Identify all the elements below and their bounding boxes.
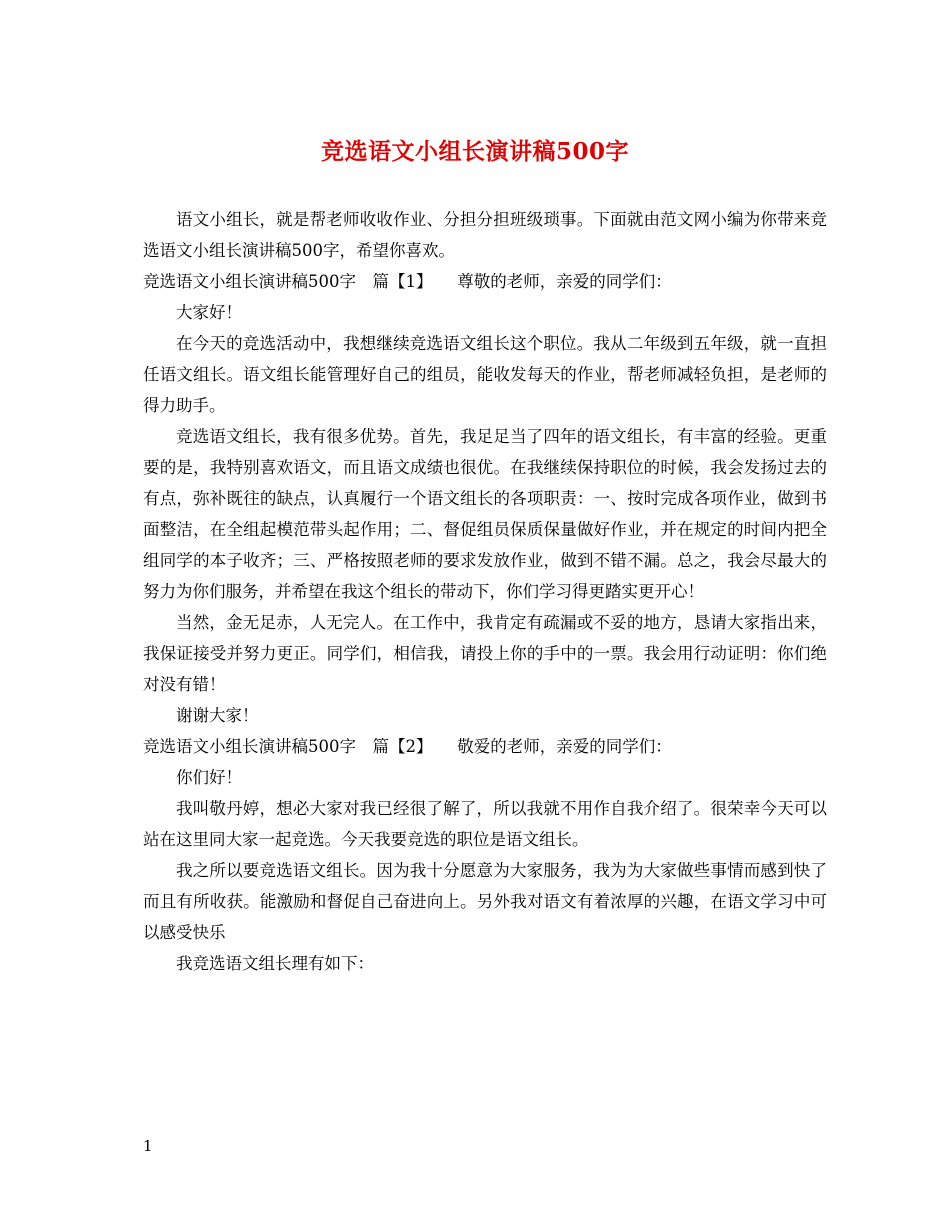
paragraph: 你们好！ (176, 768, 242, 787)
page-number: 1 (143, 1137, 153, 1155)
paragraph: 我叫敬丹婷，想必大家对我已经很了解了，所以我就不用作自我介绍了。很荣幸今天可以站在这里同大家一起竞选。今天我要竞选的职位是语文组长。 (143, 799, 827, 849)
paragraph: 我之所以要竞选语文组长。因为我十分愿意为大家服务，我为为大家做些事情而感到快了而且有所收获。能激励和督促自己奋进向上。另外我对语文有着浓厚的兴趣，在语文学习中可以感受快乐 (143, 861, 827, 942)
paragraph: 谢谢大家！ (176, 706, 259, 725)
paragraph: 我竞选语文组长理有如下： (176, 954, 374, 973)
paragraph: 当然，金无足赤，人无完人。在工作中，我肯定有疏漏或不妥的地方，恳请大家指出来，我保证接受并努力更正。同学们，相信我，请投上你的手中的一票。我会用行动证明：你们绝对没有错！ (143, 613, 827, 694)
paragraph: 在今天的竞选活动中，我想继续竞选语文组长这个职位。我从二年级到五年级，就一直担任语文组长。语文组长能管理好自己的组员，能收发每天的作业，帮老师减轻负担，是老师的得力助手。 (143, 334, 827, 415)
document-title: 竞选语文小组长演讲稿500字 (320, 138, 629, 165)
paragraph: 竞选语文组长，我有很多优势。首先，我足足当了四年的语文组长，有丰富的经验。更重要的是，我特别喜欢语文，而且语文成绩也很优。在我继续保持职位的时候，我会发扬过去的有点，弥补既往的缺点，认真履行一个语文组长的各项职责：一、按时完成各项作业，做到书面整洁，在全组起模范带头起作用；二、督促组员保质保量做好作业，并在规定的时间内把全组同学的本子收齐；三、严格按照老师的要求发放作业，做到不错不漏。总之，我会尽最大的努力为你们服务，并希望在我这个组长的带动下，你们学习得更踏实更开心！ (143, 427, 827, 601)
section-heading-2: 竞选语文小组长演讲稿500字 篇【2】 敬爱的老师，亲爱的同学们： (143, 737, 672, 756)
intro-paragraph: 语文小组长，就是帮老师收收作业、分担分担班级琐事。下面就由范文网小编为你带来竞选语文小组长演讲稿500字，希望你喜欢。 (143, 210, 827, 260)
section-heading-1: 竞选语文小组长演讲稿500字 篇【1】 尊敬的老师，亲爱的同学们： (143, 272, 672, 291)
document-body (143, 204, 827, 979)
paragraph: 大家好！ (176, 303, 242, 322)
